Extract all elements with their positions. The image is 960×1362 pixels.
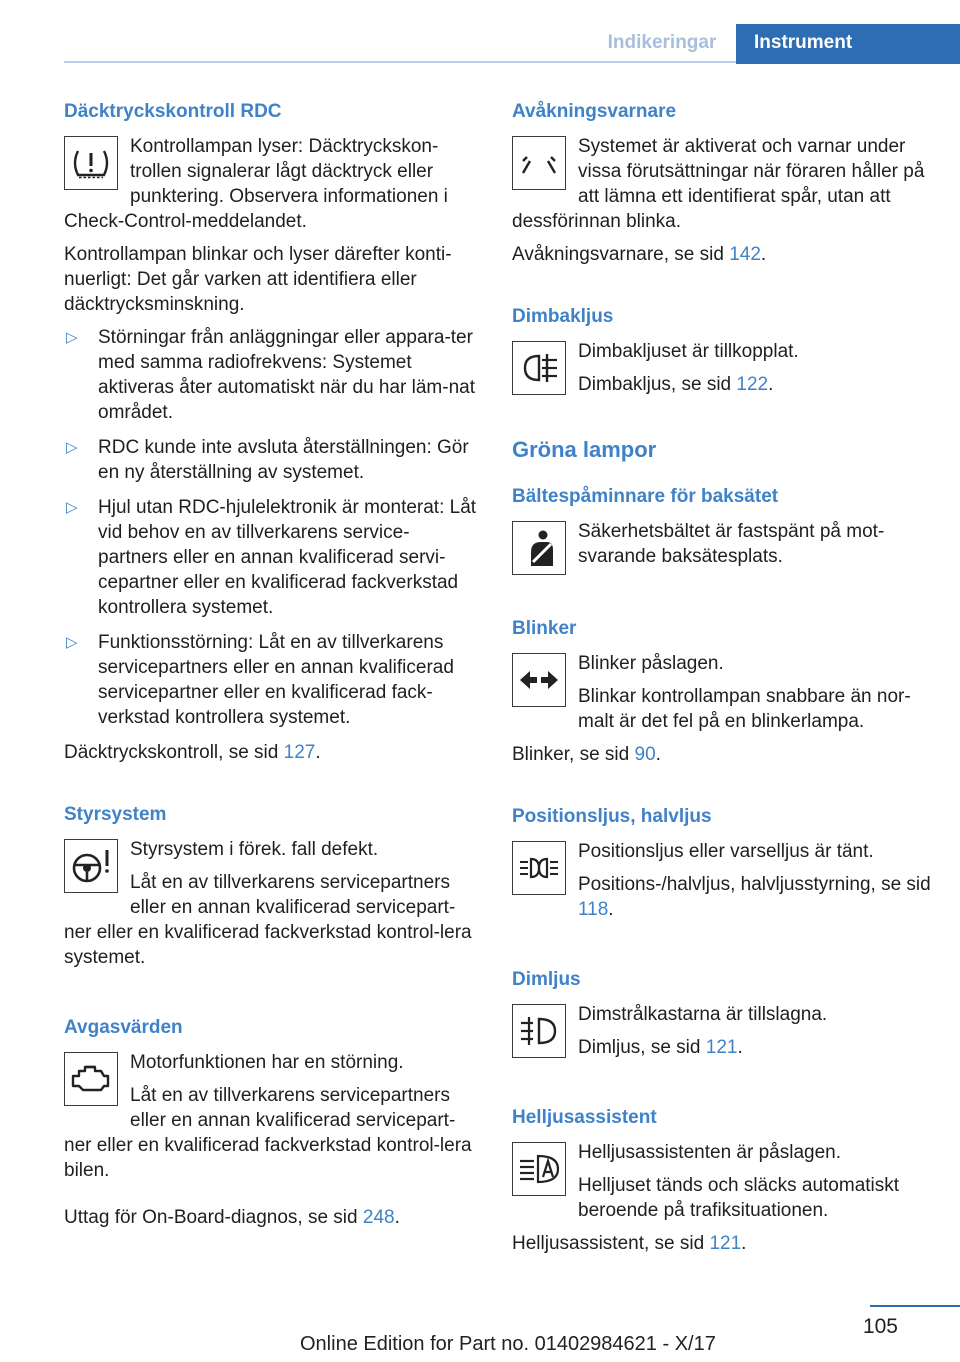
- emissions-text-2: Låt en av tillverkarens servicepartners eller en annan kvalificerad servicepart-ner eller en kvalificerad fackverkstad kontrol-lera bilen.: [64, 1085, 472, 1181]
- entry-lane: [512, 134, 932, 234]
- section-heading-rear-fog: Dimbakljus: [512, 306, 614, 327]
- section-heading-turn: Blinker: [512, 618, 577, 639]
- belt-text-1: Säkerhetsbältet är fastspänt på mot-svarande baksätesplats.: [578, 521, 885, 567]
- engine-check-icon: [64, 1052, 118, 1106]
- position-reference: Positions-/halvljus, halvljusstyrning, se sid 118.: [578, 874, 931, 920]
- tire-pressure-warning-icon: [64, 136, 118, 190]
- high-beam-assistant-icon: [512, 1142, 566, 1196]
- left-column: [64, 100, 478, 1238]
- page-link-121[interactable]: 121: [705, 1037, 738, 1058]
- page-link-122[interactable]: 122: [736, 374, 769, 395]
- steering-text-2: Låt en av tillverkarens servicepartners eller en annan kvalificerad servicepart-ner eller en kvalificerad fackverkstad kontrol-lera systemet.: [64, 872, 472, 968]
- lane-departure-icon: [512, 136, 566, 190]
- entry-position: [512, 839, 932, 922]
- steering-wheel-warning-icon: [64, 839, 118, 893]
- high-beam-reference: Helljusassistent, se sid 121.: [512, 1233, 747, 1254]
- section-heading-lane: Avåkningsvarnare: [512, 101, 677, 122]
- rear-fog-reference: Dimbakljus, se sid 122.: [578, 374, 774, 395]
- steering-text-1: Styrsystem i förek. fall defekt.: [130, 839, 379, 860]
- triangle-bullet-icon: ▷: [66, 634, 78, 651]
- page-link-118[interactable]: 118: [578, 899, 609, 920]
- rear-fog-light-icon: [512, 341, 566, 395]
- page-number: 105: [862, 1315, 898, 1338]
- section-heading-position: Positionsljus, halvljus: [512, 806, 712, 827]
- entry-belt: [512, 519, 932, 569]
- footer-edition: Online Edition for Part no. 01402984621 - X/17: [300, 1333, 716, 1355]
- emissions-text-1: Motorfunktionen har en störning.: [130, 1052, 404, 1073]
- section-heading-rdc: Däcktryckskontroll RDC: [64, 101, 282, 122]
- lane-reference: Avåkningsvarnare, se sid 142.: [512, 244, 767, 265]
- triangle-bullet-icon: ▷: [66, 439, 78, 456]
- section-heading-belt: Bältespåminnare för baksätet: [512, 486, 779, 507]
- turn-text-1: Blinker påslagen.: [578, 653, 724, 674]
- rdc-bullet-list: [64, 325, 478, 730]
- entry-turn: [512, 651, 932, 734]
- triangle-bullet-icon: ▷: [66, 499, 78, 516]
- entry-emissions: [64, 1050, 478, 1183]
- lane-text-1: Systemet är aktiverat och varnar under vissa förutsättningar när föraren håller på att lämna ett identifierat spår, utan att dessförinnan blinka.: [512, 136, 925, 232]
- page-link-248[interactable]: 248: [362, 1207, 395, 1228]
- front-fog-light-icon: [512, 1004, 566, 1058]
- front-fog-reference: Dimljus, se sid 121.: [578, 1037, 743, 1058]
- entry-steering: [64, 837, 478, 970]
- section-heading-emissions: Avgasvärden: [64, 1017, 183, 1038]
- page-link-121-b[interactable]: 121: [709, 1233, 742, 1254]
- high-beam-text-1: Helljusassistenten är påslagen.: [578, 1142, 841, 1163]
- page-link-127[interactable]: 127: [283, 742, 316, 763]
- rdc-reference: Däcktryckskontroll, se sid 127.: [64, 742, 321, 763]
- turn-signal-arrows-icon: [512, 653, 566, 707]
- list-item: ▷ Funktionsstörning: Låt en av tillverkarens servicepartners eller en annan kvalificerad servicepartner eller en kvalificerad fack-verkstad kontrollera systemet.: [66, 632, 454, 728]
- seatbelt-icon: [512, 521, 566, 575]
- section-heading-front-fog: Dimljus: [512, 969, 581, 990]
- parking-light-icon: [512, 841, 566, 895]
- entry-rear-fog: [512, 339, 932, 397]
- list-item: ▷ Hjul utan RDC-hjulelektronik är monterat: Låt vid behov en av tillverkarens service-partners eller en annan kvalificerad servi-cepartner eller en kvalificerad fackverkstad kontrollera systemet.: [66, 497, 477, 618]
- entry-rdc: [64, 134, 478, 234]
- page-link-142[interactable]: 142: [729, 244, 761, 265]
- footer-rule: [870, 1305, 960, 1307]
- header-tab-instrument: Instrument: [736, 24, 960, 64]
- rdc-text-2: Kontrollampan blinkar och lyser därefter konti-nuerligt: Det går varken att identifiera eller däcktrycksminskning.: [64, 244, 452, 315]
- high-beam-text-2: Helljuset tänds och släcks automatiskt beroende på trafiksituationen.: [578, 1175, 900, 1221]
- header-tab-indikeringar: Indikeringar: [607, 32, 717, 53]
- green-lamps-heading: Gröna lampor: [512, 437, 657, 462]
- turn-reference: Blinker, se sid 90.: [512, 744, 661, 765]
- triangle-bullet-icon: ▷: [66, 329, 78, 346]
- entry-high-beam: [512, 1140, 932, 1223]
- section-heading-steering: Styrsystem: [64, 804, 167, 825]
- entry-front-fog: [512, 1002, 932, 1060]
- page-link-90[interactable]: 90: [634, 744, 656, 765]
- position-text-1: Positionsljus eller varselljus är tänt.: [578, 841, 874, 862]
- turn-text-2: Blinkar kontrollampan snabbare än nor-malt är det fel på en blinkerlampa.: [578, 686, 911, 732]
- list-item: ▷ RDC kunde inte avsluta återställningen: Gör en ny återställning av systemet.: [66, 437, 469, 483]
- section-heading-high-beam: Helljusassistent: [512, 1107, 657, 1128]
- rdc-text-1: Kontrollampan lyser: Däcktryckskon-trollen signalerar lågt däcktryck eller punktering. Observera informationen i Check-Control-meddelandet.: [64, 136, 448, 232]
- front-fog-text-1: Dimstrålkastarna är tillslagna.: [578, 1004, 828, 1025]
- list-item: ▷ Störningar från anläggningar eller appara-ter med samma radiofrekvens: Systemet aktiveras åter automatiskt när du har läm-nat området.: [66, 327, 476, 423]
- rear-fog-text-1: Dimbakljuset är tillkopplat.: [578, 341, 799, 362]
- right-column: [512, 100, 932, 1264]
- emissions-reference: Uttag för On-Board-diagnos, se sid 248.: [64, 1207, 400, 1228]
